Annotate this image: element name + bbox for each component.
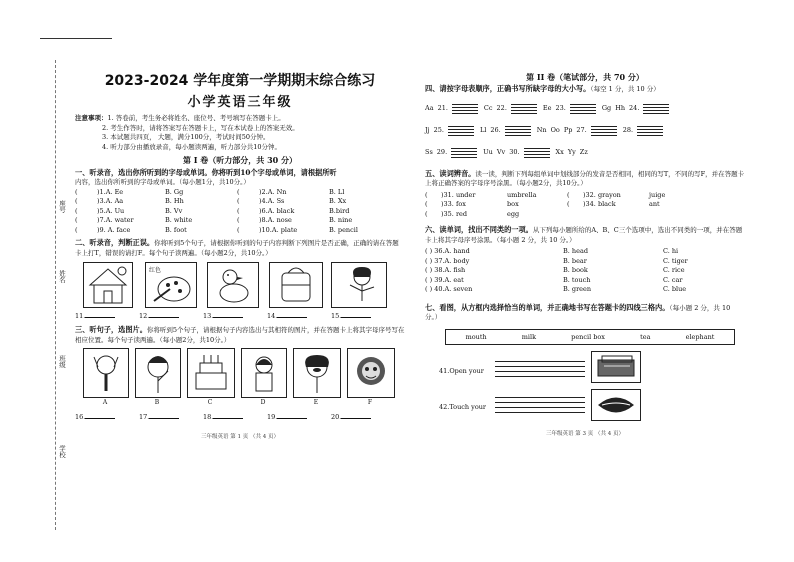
q3-letter: B: [154, 399, 160, 406]
q7-items: [425, 351, 745, 425]
duck-picture: [207, 262, 259, 308]
q1-row: ( )1.A. Ee B. Gg ( )2.A. Nn B. Ll: [75, 187, 345, 196]
q3-picture-b: [135, 348, 181, 398]
q4-writing-lines[interactable]: [643, 103, 669, 115]
q1-options: [75, 188, 405, 236]
q1-row: ( )3.A. Aa B. Hh ( )4.A. Ss B. Xx: [75, 197, 347, 205]
q4-letter-pair: Nn: [536, 125, 547, 134]
q4-letter-pair: Hh: [615, 103, 626, 112]
q4-blank-number: 22.: [496, 103, 507, 112]
top-rule: [40, 38, 112, 39]
bag-picture: [269, 262, 323, 308]
q4-letter-pair: Cc: [483, 103, 493, 112]
q4-line: [425, 125, 745, 137]
side-label-name: 姓名: [58, 270, 66, 283]
side-label-school: 学校: [58, 445, 66, 458]
q4-alphabet: [425, 103, 745, 159]
palette-picture: [145, 262, 197, 308]
q1-title: 一、听录音，选出你所听到的字母或单词。你将听到10个字母或单词，请根据所听: [75, 168, 337, 177]
q4-blank-number: 25.: [433, 125, 444, 134]
q5-rows: [425, 191, 745, 220]
notes-item-1: 注意事项：1. 答卷前，考生务必将姓名、座位号、考号填写在答题卡上。: [75, 114, 285, 122]
left-footer: 三年级英语 第 1 页 （共 4 页）: [201, 434, 279, 440]
word-option: elephant: [685, 332, 715, 341]
q3-answer[interactable]: 18.: [203, 411, 267, 423]
q5-instruction: 读一读，判断下列每组单词中划线部分的发音是否相同，相同的写T，不同的写F，并在答题卡上将正确答案的字母序号涂黑。（每小题2分，共10分。）: [425, 169, 745, 187]
q7-block: [425, 303, 745, 323]
q6-rows: [425, 247, 745, 295]
binding-line: [55, 60, 57, 530]
q4-letter-pair: Ll: [479, 125, 487, 134]
q3-picture-e: [293, 348, 341, 398]
q5-row: ( )35. red egg: [425, 209, 520, 218]
q42-writing-lines[interactable]: [495, 397, 585, 413]
notes-label: 注意事项：: [75, 114, 108, 122]
q4-letter-pair: Gg: [601, 103, 612, 112]
q3-pictures: [75, 348, 405, 426]
q5-row: ( )33. fox box ( )34. black ant: [425, 200, 660, 208]
q4-writing-lines[interactable]: [448, 125, 474, 137]
q4-blank-number: 29.: [436, 147, 448, 156]
red-label: 红色: [149, 267, 162, 274]
q1-row: ( )5.A. Uu B. Vv ( )6.A. black B.bird: [75, 206, 350, 215]
q4-letter-pair: Ss: [425, 147, 433, 156]
notes-item-3: 3. 本试题共四页， 大题，满分100分，考试时间50分钟。: [102, 133, 270, 141]
q5-row: ( )31. under umbrella ( )32. grayon juige: [425, 190, 666, 199]
house-picture: [83, 262, 133, 308]
right-page: [425, 52, 745, 520]
q4-blank-number: 23.: [555, 103, 566, 112]
q7-word-box: [445, 329, 735, 345]
right-footer: 三年级英语 第 3 页 （共 4 页）: [546, 430, 624, 437]
q5-block: [425, 169, 745, 189]
q6-title: 六、读单词，找出不同类的一项。: [425, 225, 533, 234]
left-page: [75, 52, 405, 520]
q6-row: ( ) 36.A. hand B. head C. hi: [425, 247, 679, 255]
q1-instruction: 内容，选出你所听到的字母或单词。（每小题1分，共10分。）: [75, 178, 250, 186]
q4-letter-pair: Jj: [425, 125, 430, 134]
q1-row: ( )9. A. face B. foot ( )10.A. plate B. pencil: [75, 225, 358, 234]
q4-blank-number: 28.: [622, 125, 634, 134]
q3-answer[interactable]: 20.: [331, 411, 395, 423]
q4-line: [425, 147, 745, 159]
q2-instruction: 你将听到5个句子，请根据你听到的句子内容判断下列图片是否正确，正确的请在答题卡上打T，错误的请打F。每个句子读两遍。（每小题2分，共10分。）: [75, 239, 399, 257]
q3-answer[interactable]: 19.: [267, 411, 331, 423]
q3-letter: E: [313, 399, 319, 406]
side-label-class: 班级: [58, 355, 66, 368]
q4-writing-lines[interactable]: [524, 147, 550, 159]
q42-prompt: 42.Touch your: [439, 402, 487, 411]
q4-blank-number: 26.: [490, 125, 501, 134]
q4-line: [425, 103, 745, 115]
q2-answer[interactable]: 11.: [75, 310, 139, 322]
q4-writing-lines[interactable]: [591, 125, 617, 137]
q2-answer[interactable]: 14.: [267, 310, 331, 322]
q3-picture-f: [347, 348, 395, 398]
word-option: milk: [521, 332, 537, 341]
q41-writing-lines[interactable]: [495, 361, 585, 377]
q4-writing-lines[interactable]: [511, 103, 537, 115]
q4-letter-pair: Vv: [496, 147, 506, 156]
girl-picture: [331, 262, 387, 308]
q2-pictures: [75, 262, 405, 324]
notes-item-2: 2. 考生作答时，请将答案写在答题卡上，写在本试卷上的答案无效。: [102, 123, 299, 132]
q3-letter: F: [367, 399, 373, 406]
word-option: pencil box: [571, 332, 605, 341]
exam-title: 2023-2024 学年度第一学期期末综合练习: [104, 73, 376, 89]
q4-letter-pair: Aa: [425, 103, 434, 112]
q6-row: ( ) 37.A. body B. bear C. tiger: [425, 256, 688, 265]
part1-title: 第 I 卷（听力部分，共 30 分）: [182, 155, 297, 165]
q2-answer[interactable]: 13.: [203, 310, 267, 322]
q41-prompt: 41.Open your: [439, 366, 484, 375]
q4-writing-lines[interactable]: [637, 125, 663, 137]
q4-letter-pair: Oo: [550, 125, 560, 134]
q6-row: ( ) 38.A. fish B. book C. rice: [425, 266, 685, 274]
q4-blank-number: 21.: [437, 103, 448, 112]
mouth-picture: [591, 389, 641, 421]
q3-letter: C: [207, 399, 213, 406]
q2-title: 二、听录音，判断正误。: [75, 238, 155, 247]
q4-writing-lines[interactable]: [451, 147, 477, 159]
q2-answer-row: [75, 310, 405, 322]
q3-title: 三、听句子，选图片。: [75, 325, 147, 334]
q6-block: [425, 225, 745, 245]
part2-title: 第 II 卷（笔试部分，共 70 分）: [526, 72, 644, 82]
q3-answer[interactable]: 17.: [139, 411, 203, 423]
q3-letter: A: [102, 399, 108, 406]
q7-score: （每小题 2 分，共 10 分。）: [425, 303, 731, 321]
q6-instruction: 从下列每小题所给的A、B、C三个选项中，选出不同类的一项，并在答题卡上将其字母序号涂黑。（每小题 2 分，共 10 分。）: [425, 226, 743, 244]
q4-letter-pair: Ee: [542, 103, 552, 112]
q6-row: ( ) 39.A. eat B. touch C. car: [425, 275, 683, 284]
q3-picture-a: [83, 348, 129, 398]
exam-subtitle: 小学英语三年级: [187, 95, 293, 110]
q4-letter-pair: Zz: [579, 147, 588, 156]
q2-answer[interactable]: 15.: [331, 310, 395, 322]
q1-row: ( )7.A. water B. white ( )8.A. nose B. nine: [75, 216, 353, 224]
q4-letter-pair: Pp: [563, 125, 573, 134]
q4-header: [425, 84, 745, 95]
q3-letter: D: [260, 399, 266, 406]
q6-row: ( ) 40.A. seven B. green C. blue: [425, 285, 687, 293]
q4-letter-pair: Uu: [483, 147, 493, 156]
q4-blank-number: 27.: [576, 125, 587, 134]
pencil-box-picture: [591, 351, 641, 383]
q3-block: [75, 325, 405, 345]
q4-letter-pair: Yy: [567, 147, 576, 156]
word-option: tea: [640, 332, 651, 341]
q3-answer[interactable]: 16.: [75, 411, 139, 423]
q2-answer[interactable]: 12.: [139, 310, 203, 322]
q4-blank-number: 30.: [509, 147, 520, 156]
q3-instruction: 你将听到5个句子，请根据句子内容选出与其相符的图片，并在答题卡上将其字母序号写在相应位置。每个句子读两遍。（每小题2分，共10分。）: [75, 326, 405, 344]
q3-answer-row: [75, 411, 405, 423]
q2-block: [75, 238, 405, 258]
notes-item-4: 4. 听力部分由播放录音，每小题读两遍，听力部分共10分钟。: [102, 142, 282, 151]
q4-writing-lines[interactable]: [505, 125, 531, 137]
q4-writing-lines[interactable]: [452, 103, 478, 115]
q4-score: （每空 1 分，共 10 分）: [590, 85, 660, 93]
word-option: mouth: [465, 332, 487, 341]
q5-title: 五、读词辨音。: [425, 168, 476, 178]
q4-title: 四、请按字母表顺序，正确书写所缺字母的大小写。: [425, 84, 591, 93]
q3-picture-d: [241, 348, 287, 398]
q3-picture-c: [187, 348, 235, 398]
q4-writing-lines[interactable]: [570, 103, 596, 115]
q7-title: 七、看图，从方框内选择恰当的单词，并正确地书写在答题卡的四线三格内。: [425, 302, 670, 312]
notes-block: [75, 114, 405, 152]
side-label-seat: 座号: [58, 200, 66, 213]
q4-blank-number: 24.: [629, 103, 640, 112]
q4-letter-pair: Xx: [555, 147, 564, 156]
